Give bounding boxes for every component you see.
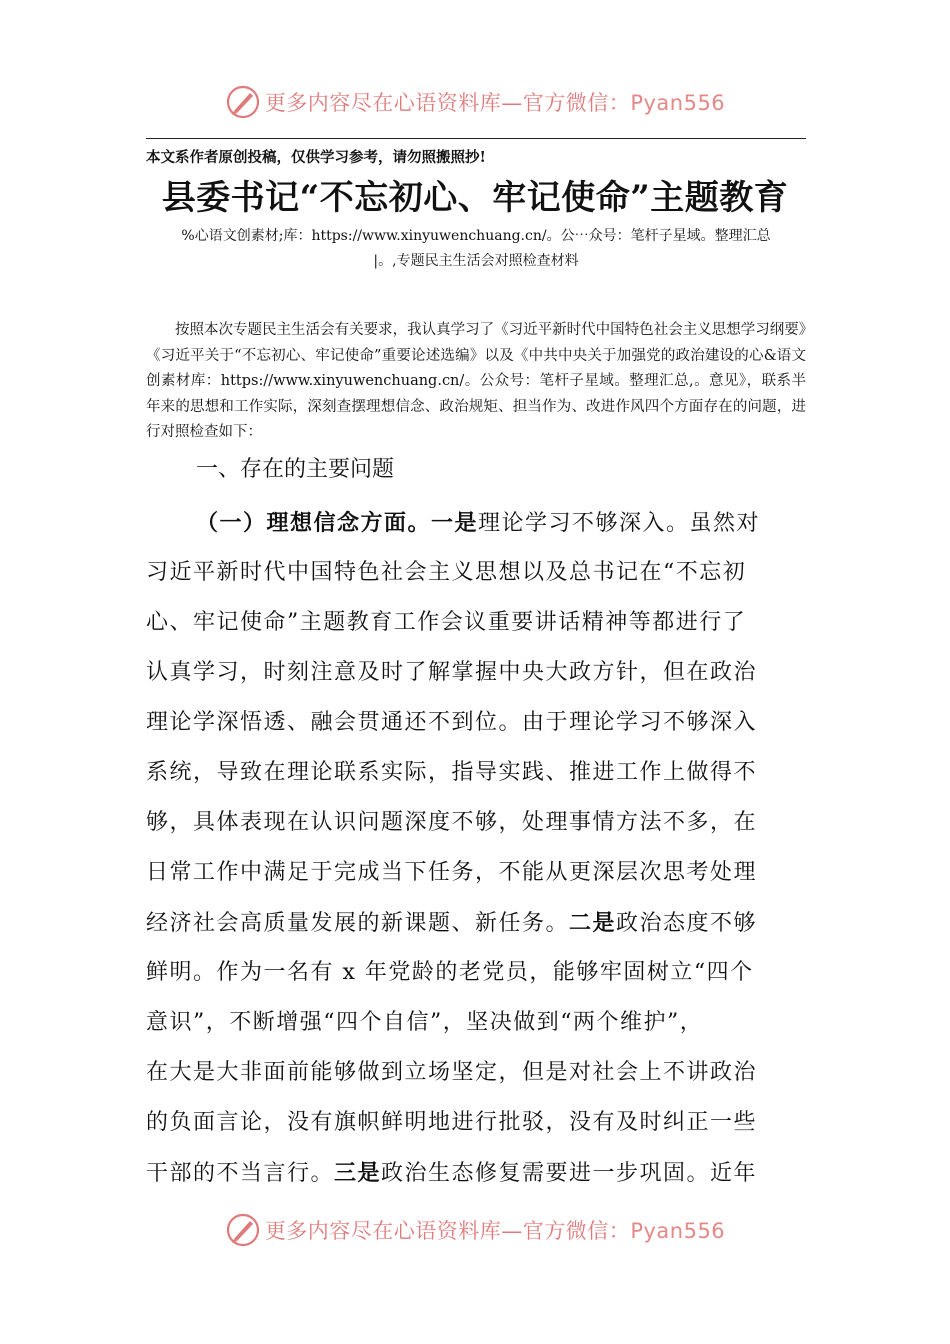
body-line: 理论学深悟透、融会贯通还不到位。由于理论学习不够深入 <box>146 710 758 735</box>
footer-watermark-banner <box>0 1210 950 1250</box>
header-divider <box>146 138 806 139</box>
banner-text: 更多内容尽在心语资料库—官方微信：Pyan556 <box>264 1219 726 1243</box>
document-subtitle <box>146 224 806 274</box>
body-line: 在大是大非面前能够做到立场坚定，但是对社会上不讲政治 <box>146 1060 758 1085</box>
copyright-notice: 本文系作者原创投稿，仅供学习参考，请勿照搬照抄! <box>146 149 486 166</box>
body-line: 系统，导致在理论联系实际，指导实践、推进工作上做得不 <box>146 760 758 785</box>
body-line: 意识”，不断增强“四个自信”，坚决做到“两个维护”， <box>146 1010 704 1035</box>
body-line: 够，具体表现在认识问题深度不够，处理事情方法不多，在 <box>146 810 758 835</box>
body-line: 干部的不当言行。三是政治生态修复需要进一步巩固。近年 <box>146 1160 758 1186</box>
body-line: 的负面言论，没有旗帜鲜明地进行批驳，没有及时纠正一些 <box>146 1110 758 1135</box>
subtitle-line-2: |。,专题民主生活会对照检查材料 <box>373 253 579 269</box>
body-line: 习近平新时代中国特色社会主义思想以及总书记在“不忘初 <box>146 560 747 585</box>
body-line: 心、牢记使命”主题教育工作会议重要讲话精神等都进行了 <box>146 610 747 635</box>
pen-circle-logo-icon <box>225 84 261 120</box>
body-paragraph <box>146 498 806 1198</box>
intro-paragraph: 按照本次专题民主生活会有关要求，我认真学习了《习近平新时代中国特色社会主义思想学习纲要》《习近平关于“不忘初心、牢记使命”重要论述选编》以及《中共中央关于加强党的政治建设的心&语文创素材库：https://www.xinyuwenchuang.cn/。公众号：笔杆子星域。整理汇总,。意见》，联系半年来的思想和工作实际，深刻查摆理想信念、政治规矩、担当作为、改进作风四个方面存在的问题，进行对照检查如下： <box>146 322 806 440</box>
body-line: 鲜明。作为一名有 x 年党龄的老党员，能够牢固树立“四个 <box>146 960 754 985</box>
body-line: 认真学习，时刻注意及时了解掌握中央大政方针，但在政治 <box>146 660 758 685</box>
banner-text: 更多内容尽在心语资料库—官方微信：Pyan556 <box>264 91 726 115</box>
body-line: 日常工作中满足于完成当下任务，不能从更深层次思考处理 <box>146 860 758 885</box>
document-title: 县委书记“不忘初心、牢记使命”主题教育 <box>161 178 789 218</box>
header-watermark-banner <box>0 82 950 122</box>
pen-circle-logo-icon <box>225 1212 261 1248</box>
body-line: （一）理想信念方面。一是理论学习不够深入。虽然对 <box>196 510 761 536</box>
subtitle-line-1: %心语文创素材;库：https://www.xinyuwenchuang.cn/。公⋯众号：笔杆子星域。整理汇总 <box>181 228 771 244</box>
section-heading: 一、存在的主要问题 <box>196 457 395 482</box>
body-line: 经济社会高质量发展的新课题、新任务。二是政治态度不够 <box>146 910 758 936</box>
